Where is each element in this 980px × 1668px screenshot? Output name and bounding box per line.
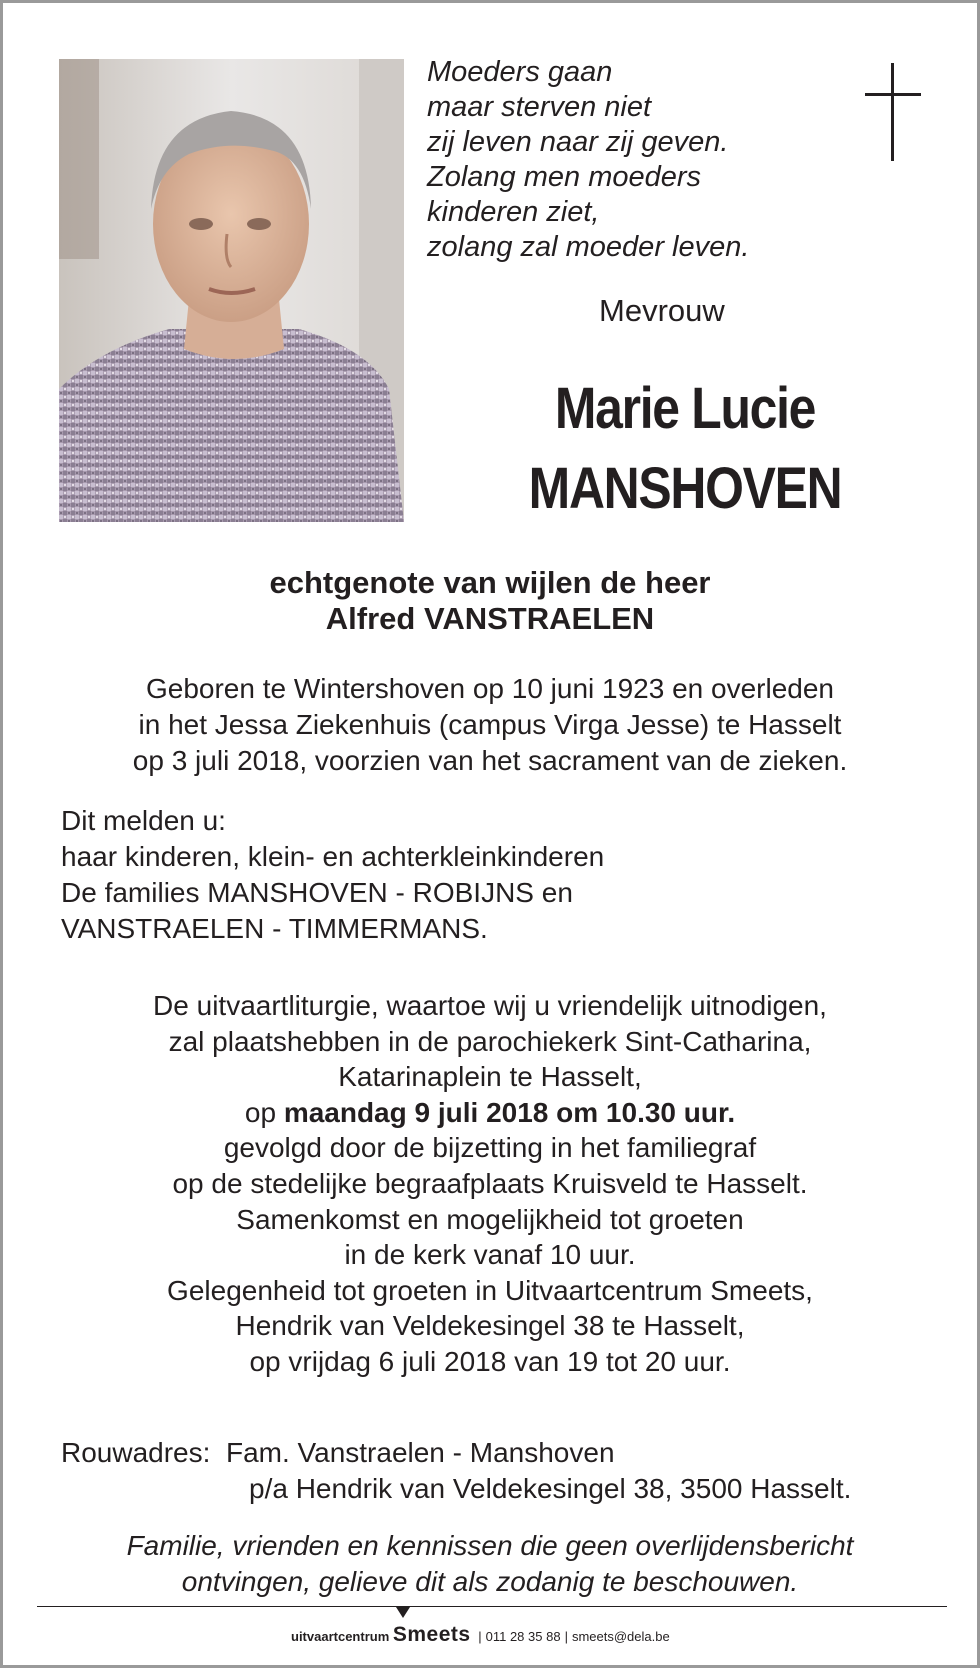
deceased-last-name: MANSHOVEN (528, 456, 842, 521)
poem-line: kinderen ziet, (427, 196, 600, 228)
brand-prefix: uitvaartcentrum (291, 1629, 390, 1644)
announce-line: De families MANSHOVEN - ROBIJNS en (61, 877, 573, 908)
service-date: maandag 9 juli 2018 om 10.30 uur. (283, 1096, 736, 1128)
separator: | (564, 1629, 568, 1644)
portrait-image (59, 59, 404, 522)
service-line: gevolgd door de bijzetting in het familiegraf (223, 1132, 757, 1164)
closing-note-line: ontvingen, gelieve dit als zodanig te beschouwen. (181, 1566, 799, 1597)
service-date-prefix: op (244, 1096, 284, 1128)
service-line: op vrijdag 6 juli 2018 van 19 tot 20 uur. (249, 1345, 731, 1377)
service-line: Samenkomst en mogelijkheid tot groeten (236, 1203, 744, 1235)
triangle-marker-icon (396, 1607, 410, 1618)
poem-line: zolang zal moeder leven. (427, 231, 750, 263)
service-line: Hendrik van Veldekesingel 38 te Hasselt, (235, 1310, 745, 1342)
announce-line: Dit melden u: (61, 805, 226, 836)
address-label: Rouwadres: (61, 1437, 211, 1468)
birth-death-paragraph (3, 671, 977, 779)
brand-email: smeets@dela.be (571, 1629, 670, 1644)
portrait-photo (59, 59, 404, 522)
service-date-line (3, 1095, 977, 1131)
spouse-line: echtgenote van wijlen de heer (269, 565, 711, 600)
deceased-first-names: Marie Lucie (554, 376, 816, 441)
poem-line: Zolang men moeders (427, 161, 702, 193)
spouse-name: Alfred VANSTRAELEN (325, 601, 655, 636)
brand-phone: 011 28 35 88 (485, 1629, 561, 1644)
cross-icon (865, 63, 921, 163)
closing-note (3, 1528, 977, 1600)
announce-line: VANSTRAELEN - TIMMERMANS. (61, 913, 488, 944)
poem-line: maar sterven niet (427, 91, 652, 123)
funeral-home-credit (291, 1623, 670, 1647)
announce-line: haar kinderen, klein- en achterkleinkinderen (61, 841, 605, 872)
service-line: zal plaatshebben in de parochiekerk Sint-Catharina, (168, 1025, 812, 1057)
born-line: in het Jessa Ziekenhuis (campus Virga Jesse) te Hasselt (138, 709, 842, 740)
footer-divider (37, 1606, 947, 1607)
born-line: op 3 juli 2018, voorzien van het sacrament van de zieken. (132, 745, 848, 776)
funeral-service-paragraph (3, 988, 977, 1380)
mourning-address (61, 1435, 851, 1507)
service-line: op de stedelijke begraafplaats Kruisveld te Hasselt. (172, 1167, 808, 1199)
deceased-name (504, 369, 865, 529)
service-line: De uitvaartliturgie, waartoe wij u vriendelijk uitnodigen, (153, 990, 827, 1021)
spouse-block (3, 565, 977, 637)
address-street: p/a Hendrik van Veldekesingel 38, 3500 Hasselt. (249, 1473, 852, 1504)
closing-note-line: Familie, vrienden en kennissen die geen overlijdensbericht (126, 1530, 854, 1561)
poem-line: Moeders gaan (427, 56, 613, 88)
address-row (61, 1435, 851, 1471)
brand-name: Smeets (392, 1623, 471, 1646)
service-line: in de kerk vanaf 10 uur. (344, 1239, 636, 1271)
separator: | (478, 1629, 482, 1644)
poem-line: zij leven naar zij geven. (427, 126, 729, 158)
honorific-title: Mevrouw (599, 293, 725, 328)
memorial-poem (427, 55, 749, 265)
service-line: Katarinaplein te Hasselt, (338, 1061, 642, 1093)
address-family: Fam. Vanstraelen - Manshoven (225, 1437, 615, 1468)
born-line: Geboren te Wintershoven op 10 juni 1923 en overleden (145, 673, 835, 704)
service-line: Gelegenheid tot groeten in Uitvaartcentrum Smeets, (167, 1274, 813, 1306)
announcers-paragraph (61, 803, 604, 947)
